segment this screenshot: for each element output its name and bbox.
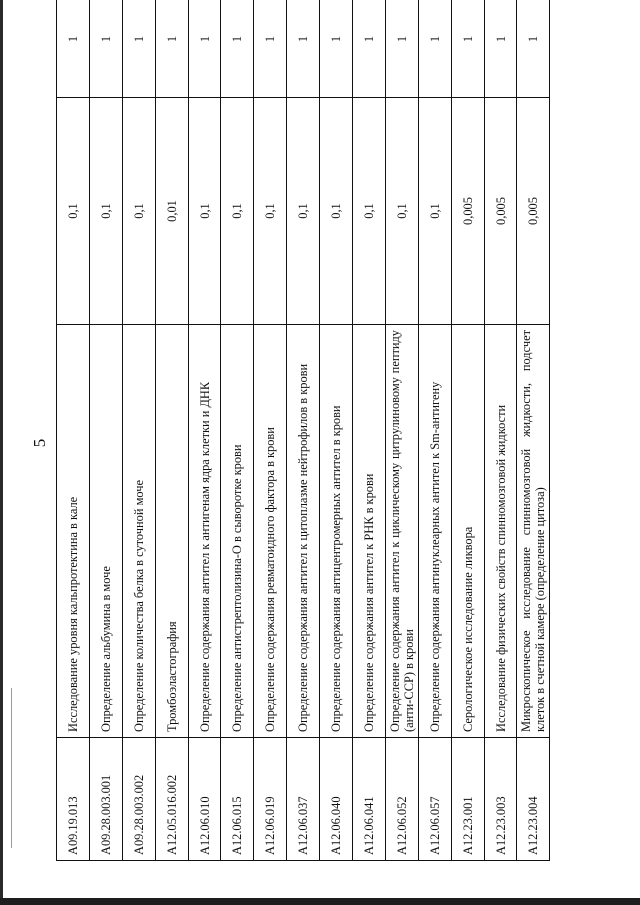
multiplicity-cell: 1: [517, 0, 550, 98]
multiplicity-cell: 1: [254, 0, 287, 98]
multiplicity-cell: 1: [320, 0, 353, 98]
rotated-page: [30, 25, 592, 861]
service-name-cell: Определение содержания ревматоидного фактора в крови: [254, 325, 287, 738]
multiplicity-cell: 1: [385, 0, 418, 98]
multiplicity-cell: 1: [287, 0, 320, 98]
multiplicity-cell: 1: [418, 0, 451, 98]
table-row: [320, 0, 353, 861]
service-code-cell: A12.06.041: [353, 738, 386, 861]
service-name-cell: Определение содержания антител к РНК в крови: [353, 325, 386, 738]
service-code-cell: A12.06.010: [188, 738, 221, 861]
service-name-cell: Тромбоэластография: [155, 325, 188, 738]
frequency-cell: 0,1: [320, 98, 353, 325]
frequency-cell: 0,1: [221, 98, 254, 325]
frequency-cell: 0,1: [353, 98, 386, 325]
service-name-cell: Микроскопическое исследование спинномозговой жидкости, подсчет клеток в счетной камере (определение цитоза): [517, 325, 550, 738]
service-name-cell: Серологическое исследование ликвора: [451, 325, 484, 738]
service-name-cell: Определение альбумина в моче: [89, 325, 122, 738]
table-row: [221, 0, 254, 861]
service-code-cell: A12.06.040: [320, 738, 353, 861]
table-row: [122, 0, 155, 861]
table-row: [155, 0, 188, 861]
table-row: [517, 0, 550, 861]
multiplicity-cell: 1: [221, 0, 254, 98]
service-code-cell: A12.23.003: [484, 738, 517, 861]
service-name-cell: Исследование уровня кальпротектина в кале: [57, 325, 90, 738]
table-row: [484, 0, 517, 861]
service-name-cell: Определение содержания антител к циклическому цитрулиновому пептиду (анти-ССР) в крови: [385, 325, 418, 738]
table-row: [57, 0, 90, 861]
service-code-cell: A12.23.004: [517, 738, 550, 861]
multiplicity-cell: 1: [484, 0, 517, 98]
scan-bottom-edge: [0, 898, 640, 905]
service-name-cell: Исследование физических свойств спинномозговой жидкости: [484, 325, 517, 738]
service-code-cell: A12.23.001: [451, 738, 484, 861]
table-row: [188, 0, 221, 861]
service-name-cell: Определение содержания антител к антигенам ядра клетки и ДНК: [188, 325, 221, 738]
frequency-cell: 0,1: [385, 98, 418, 325]
multiplicity-cell: 1: [122, 0, 155, 98]
table-row: [254, 0, 287, 861]
multiplicity-cell: 1: [188, 0, 221, 98]
multiplicity-cell: 1: [89, 0, 122, 98]
service-name-cell: Определение содержания антинуклеарных антител к Sm-антигену: [418, 325, 451, 738]
table-row: [385, 0, 418, 861]
service-code-cell: A12.06.015: [221, 738, 254, 861]
frequency-cell: 0,005: [451, 98, 484, 325]
scan-artifact-line: [11, 688, 12, 848]
frequency-cell: 0,1: [418, 98, 451, 325]
service-name-cell: Определение содержания антител к цитоплазме нейтрофилов в крови: [287, 325, 320, 738]
frequency-cell: 0,1: [89, 98, 122, 325]
services-table-body: [57, 0, 550, 861]
page-number: 5: [30, 438, 49, 448]
table-row: [418, 0, 451, 861]
frequency-cell: 0,1: [57, 98, 90, 325]
multiplicity-cell: 1: [353, 0, 386, 98]
scan-left-edge: [0, 0, 3, 905]
service-name-cell: Определение антистрептолизина-О в сыворотке крови: [221, 325, 254, 738]
service-code-cell: A12.06.052: [385, 738, 418, 861]
multiplicity-cell: 1: [57, 0, 90, 98]
services-table: [56, 0, 550, 861]
frequency-cell: 0,005: [484, 98, 517, 325]
table-row: [451, 0, 484, 861]
table-row: [353, 0, 386, 861]
service-code-cell: A12.06.019: [254, 738, 287, 861]
service-code-cell: A12.06.037: [287, 738, 320, 861]
service-code-cell: A12.05.016.002: [155, 738, 188, 861]
frequency-cell: 0,1: [287, 98, 320, 325]
multiplicity-cell: 1: [451, 0, 484, 98]
frequency-cell: 0,1: [122, 98, 155, 325]
service-name-cell: Определение содержания антицентромерных антител в крови: [320, 325, 353, 738]
table-row: [287, 0, 320, 861]
frequency-cell: 0,1: [254, 98, 287, 325]
service-name-cell: Определение количества белка в суточной моче: [122, 325, 155, 738]
multiplicity-cell: 1: [155, 0, 188, 98]
frequency-cell: 0,005: [517, 98, 550, 325]
service-code-cell: A09.19.013: [57, 738, 90, 861]
frequency-cell: 0,1: [188, 98, 221, 325]
service-code-cell: A12.06.057: [418, 738, 451, 861]
frequency-cell: 0,01: [155, 98, 188, 325]
table-row: [89, 0, 122, 861]
service-code-cell: A09.28.003.001: [89, 738, 122, 861]
service-code-cell: A09.28.003.002: [122, 738, 155, 861]
